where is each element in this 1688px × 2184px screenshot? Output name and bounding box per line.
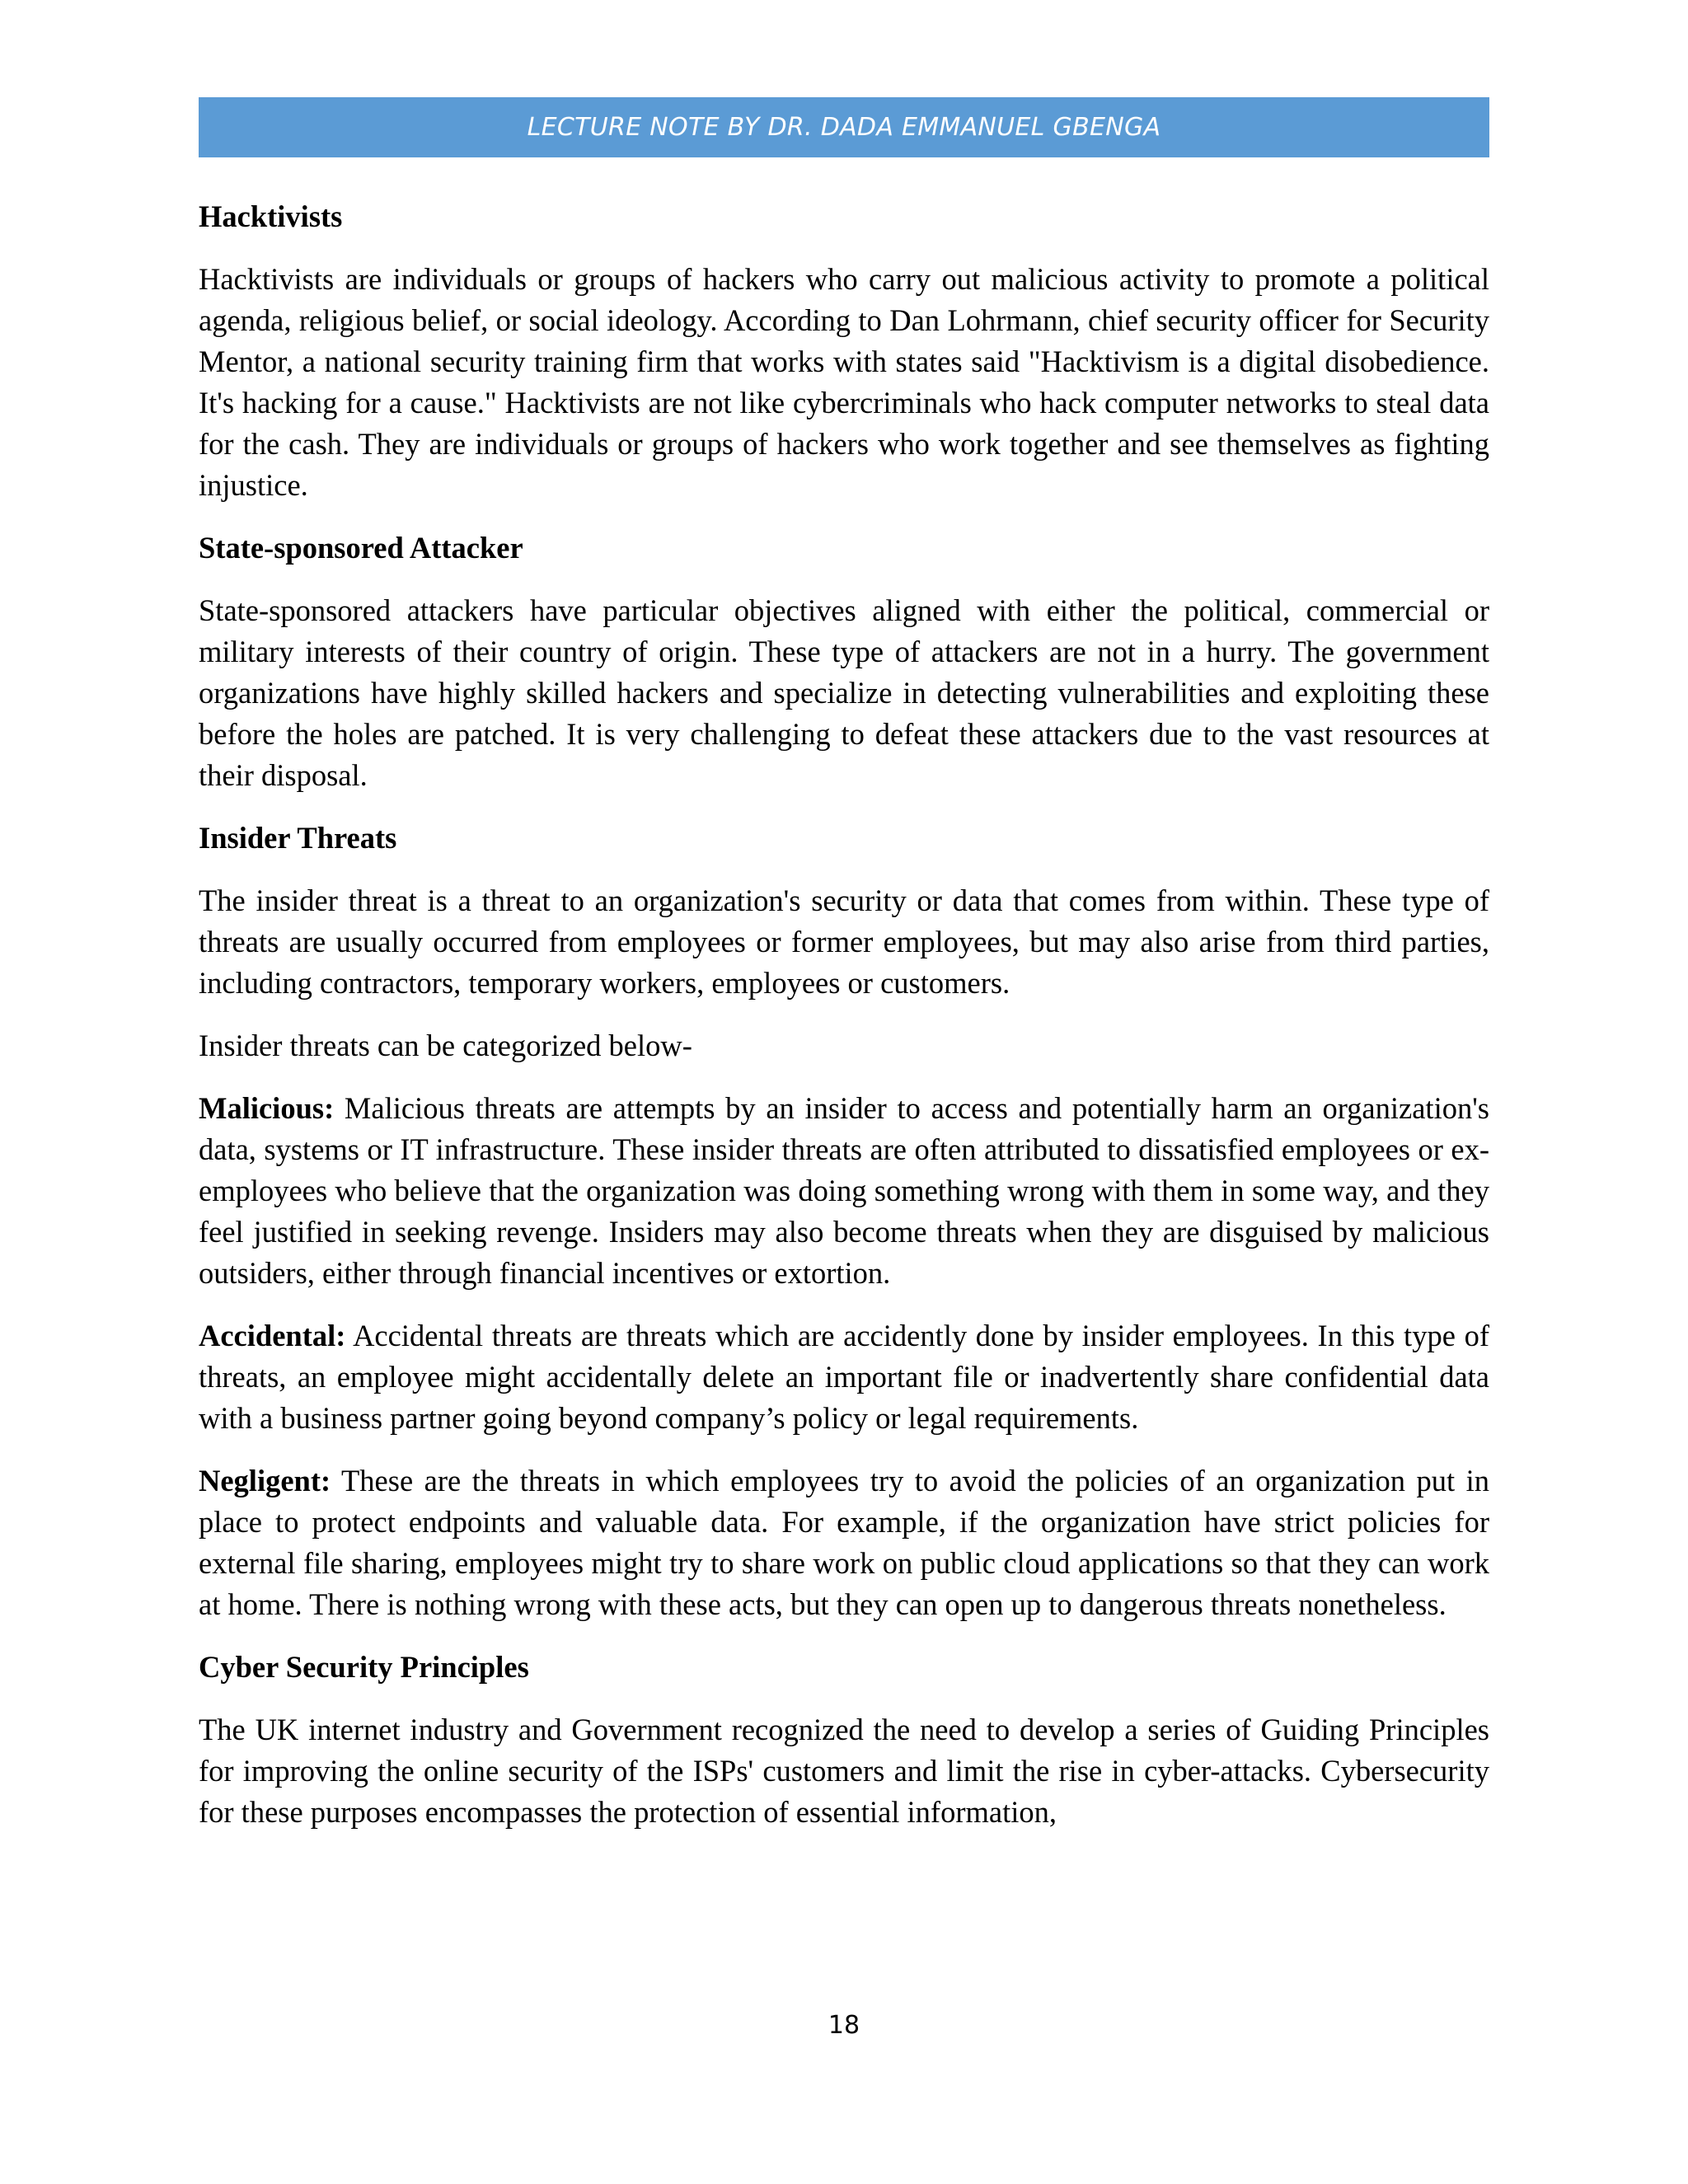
paragraph-state-sponsored: State-sponsored attackers have particular objectives aligned with either the political, commercial or military interests of their country of origin. These type of attackers are not in a hurry. The government organizations have highly skilled hackers and specialize in detecting vulnerabilities and exploiting these before the holes are patched. It is very challenging to defeat these attackers due to the vast resources at their disposal. [199,593,1489,792]
paragraph-hacktivists: Hacktivists are individuals or groups of hackers who carry out malicious activity to promote a political agenda, religious belief, or social ideology. According to Dan Lohrmann, chief security officer for Security Mentor, a national security training firm that works with states said "Hacktivism is a digital disobedience. It's hacking for a cause." Hacktivists are not like cybercriminals who hack computer networks to steal data for the cash. They are individuals or groups of hackers who work together and see themselves as fighting injustice. [199,262,1489,502]
page-number: 18 [828,2011,860,2040]
paragraph-insider-categories-intro: Insider threats can be categorized below- [199,1029,692,1062]
text-malicious: Malicious threats are attempts by an insider to access and potentially harm an organization's data, systems or IT infrastructure. These insider threats are often attributed to dissatisfied employees or ex-employees who believe that the organization was doing something wrong with them in some way, and they feel justified in seeking revenge. Insiders may also become threats when they are disguised by malicious outsiders, either through financial incentives or extortion. [199,1091,1489,1290]
section-heading-cyber-security-principles: Cyber Security Principles [199,1650,529,1684]
paragraph-malicious [199,1088,1489,1294]
paragraph-negligent [199,1460,1489,1625]
page-content [199,196,1489,1854]
paragraph-accidental [199,1315,1489,1439]
label-malicious: Malicious: [199,1091,335,1125]
header-bar [199,97,1489,157]
paragraph-insider-threats: The insider threat is a threat to an organization's security or data that comes from within. These type of threats are usually occurred from employees or former employees, but may also arise from third parties, including contractors, temporary workers, employees or customers. [199,883,1489,1000]
label-negligent: Negligent: [199,1464,331,1497]
label-accidental: Accidental: [199,1319,346,1352]
section-heading-insider-threats: Insider Threats [199,821,397,855]
header-title: LECTURE NOTE BY DR. DADA EMMANUEL GBENGA [527,113,1161,142]
paragraph-cyber-security-principles: The UK internet industry and Government recognized the need to develop a series of Guiding Principles for improving the online security of the ISPs' customers and limit the rise in cyber-attacks. Cybersecurity for these purposes encompasses the protection of essential information, [199,1713,1489,1829]
section-heading-state-sponsored: State-sponsored Attacker [199,531,523,565]
text-negligent: These are the threats in which employees try to avoid the policies of an organization put in place to protect endpoints and valuable data. For example, if the organization have strict policies for external file sharing, employees might try to share work on public cloud applications so that they can work at home. There is nothing wrong with these acts, but they can open up to dangerous threats nonetheless. [199,1464,1489,1621]
section-heading-hacktivists: Hacktivists [199,199,343,233]
text-accidental: Accidental threats are threats which are accidently done by insider employees. In this type of threats, an employee might accidentally delete an important file or inadvertently share confidential data with a business partner going beyond company’s policy or legal requirements. [199,1319,1489,1435]
